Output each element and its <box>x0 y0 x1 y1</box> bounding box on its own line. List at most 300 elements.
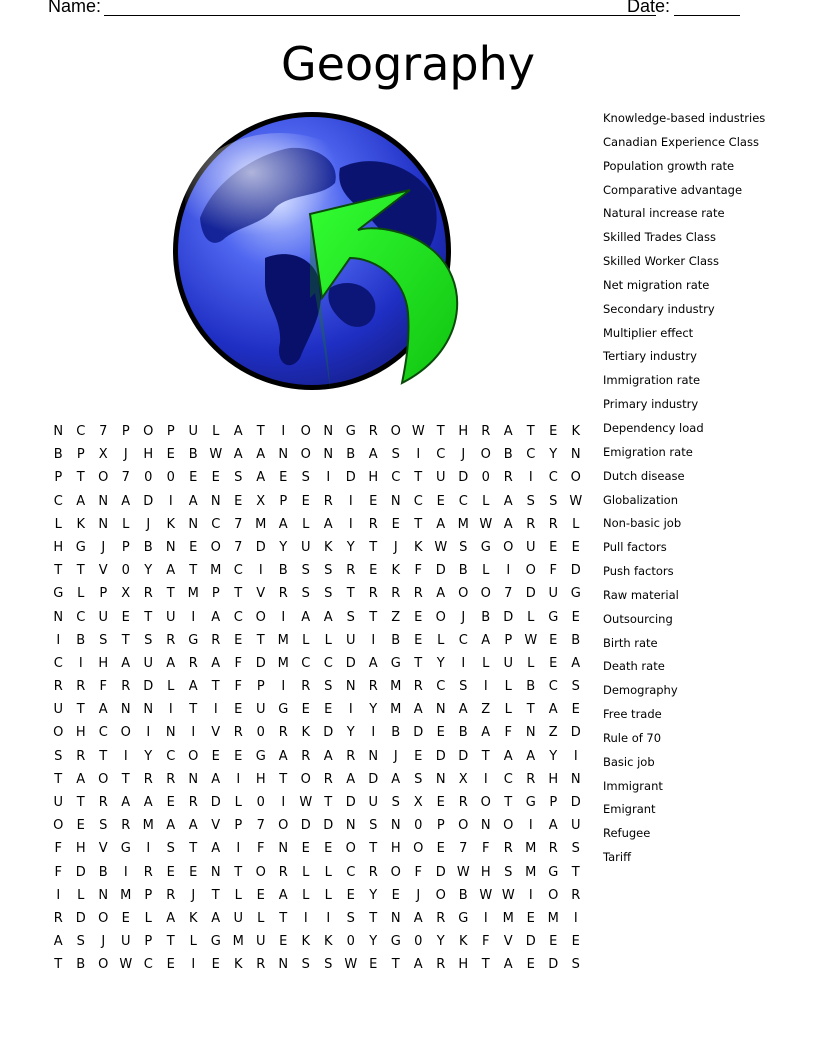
grid-letter: R <box>346 563 356 579</box>
grid-letter: N <box>165 725 176 741</box>
grid-letter: L <box>234 795 242 810</box>
grid-letter: E <box>549 539 558 555</box>
grid-letter: U <box>188 424 198 439</box>
grid-letter: T <box>369 539 378 555</box>
grid-letter: O <box>255 609 266 625</box>
grid-letter: C <box>436 447 446 463</box>
grid-row <box>47 652 587 675</box>
grid-letter: M <box>232 934 244 950</box>
grid-letter: P <box>144 934 153 950</box>
grid-letter: 0 <box>346 934 355 950</box>
grid-letter: 0 <box>414 934 423 950</box>
grid-letter: T <box>414 655 423 671</box>
grid-letter: D <box>458 748 469 764</box>
grid-letter: A <box>571 655 581 671</box>
grid-letter: H <box>480 864 491 880</box>
grid-letter: I <box>281 424 286 439</box>
grid-letter: A <box>391 771 401 787</box>
grid-letter: T <box>369 609 378 625</box>
grid-letter: T <box>76 795 85 810</box>
grid-letter: D <box>323 725 334 741</box>
grid-letter: T <box>526 702 535 718</box>
grid-letter: U <box>435 470 446 486</box>
grid-letter: E <box>234 632 243 648</box>
grid-letter: F <box>482 841 490 857</box>
word-bank-item: Emigration rate <box>603 444 693 459</box>
grid-letter: P <box>166 424 175 439</box>
grid-letter: K <box>301 934 311 950</box>
page-title: Geography <box>281 37 535 91</box>
grid-letter: 7 <box>504 586 513 602</box>
grid-letter: S <box>549 493 558 509</box>
word-bank-item: Net migration rate <box>603 277 710 292</box>
word-bank-item: Basic job <box>603 754 655 769</box>
grid-letter: A <box>278 516 288 532</box>
grid-letter: E <box>76 818 85 834</box>
grid-letter: B <box>278 563 288 579</box>
grid-letter: D <box>210 795 221 810</box>
grid-row <box>47 443 587 466</box>
grid-letter: O <box>548 887 559 903</box>
grid-letter: G <box>390 655 401 671</box>
word-bank-item: Immigrant <box>603 778 663 793</box>
grid-letter: U <box>143 655 153 671</box>
grid-letter: T <box>121 632 130 648</box>
grid-letter: N <box>98 493 109 509</box>
grid-letter: D <box>75 864 86 880</box>
grid-letter: D <box>300 818 311 834</box>
grid-letter: I <box>461 655 466 671</box>
grid-letter: C <box>391 470 401 486</box>
word-bank-item: Refugee <box>603 826 651 841</box>
grid-letter: I <box>236 841 241 857</box>
grid-letter: I <box>483 679 488 695</box>
grid-letter: A <box>413 957 423 973</box>
grid-letter: U <box>120 934 131 950</box>
grid-letter: T <box>211 887 220 903</box>
grid-letter: R <box>98 795 108 810</box>
grid-letter: E <box>549 934 558 950</box>
word-bank-item: Demography <box>603 683 678 698</box>
grid-letter: A <box>323 748 333 764</box>
grid-letter: L <box>302 516 310 532</box>
grid-letter: D <box>345 470 356 486</box>
grid-letter: O <box>435 887 446 903</box>
grid-letter: B <box>346 447 356 463</box>
grid-letter: W <box>119 957 133 973</box>
grid-letter: G <box>75 539 86 555</box>
grid-letter: P <box>99 586 108 602</box>
grid-letter: C <box>233 609 243 625</box>
grid-letter: E <box>414 748 423 764</box>
grid-letter: I <box>326 470 331 486</box>
word-bank-item: Canadian Experience Class <box>603 134 759 149</box>
grid-letter: R <box>76 679 86 695</box>
grid-letter: R <box>413 586 423 602</box>
grid-letter: M <box>525 864 537 880</box>
word-bank-item: Multiplier effect <box>603 325 694 340</box>
grid-letter: O <box>503 818 514 834</box>
grid-row <box>47 907 587 930</box>
grid-letter: U <box>548 586 558 602</box>
grid-letter: A <box>211 841 221 857</box>
grid-letter: S <box>571 957 580 973</box>
grid-letter: N <box>368 748 379 764</box>
grid-letter: D <box>570 563 581 579</box>
grid-letter: K <box>301 725 311 741</box>
grid-letter: E <box>166 447 175 463</box>
word-bank-item: Natural increase rate <box>603 206 725 221</box>
grid-row <box>47 861 587 884</box>
grid-letter: S <box>76 934 85 950</box>
grid-letter: O <box>480 795 491 810</box>
grid-row <box>47 721 587 744</box>
grid-letter: D <box>345 655 356 671</box>
grid-letter: A <box>233 447 243 463</box>
grid-letter: S <box>166 841 175 857</box>
grid-letter: S <box>99 632 108 648</box>
grid-letter: D <box>570 725 581 741</box>
grid-letter: T <box>436 424 445 439</box>
grid-letter: R <box>188 655 198 671</box>
word-bank-item: Knowledge-based industries <box>603 111 766 125</box>
grid-letter: E <box>121 910 130 926</box>
grid-letter: A <box>548 818 558 834</box>
grid-letter: E <box>414 632 423 648</box>
word-bank-item: Globalization <box>603 492 678 507</box>
grid-letter: S <box>324 957 333 973</box>
grid-letter: H <box>53 539 64 555</box>
grid-letter: C <box>76 424 86 439</box>
grid-letter: G <box>120 841 131 857</box>
grid-letter: G <box>548 864 559 880</box>
grid-letter: E <box>526 957 535 973</box>
word-bank-item: Tariff <box>603 850 632 865</box>
grid-letter: P <box>549 795 558 810</box>
grid-row <box>47 559 587 582</box>
grid-letter: T <box>99 748 108 764</box>
grid-letter: M <box>457 516 469 532</box>
grid-letter: W <box>209 447 223 463</box>
grid-letter: G <box>188 632 199 648</box>
grid-letter: P <box>76 447 85 463</box>
grid-letter: E <box>571 934 580 950</box>
grid-letter: S <box>369 818 378 834</box>
grid-letter: H <box>98 655 109 671</box>
grid-letter: N <box>143 702 154 718</box>
grid-letter: L <box>167 679 175 695</box>
grid-letter: O <box>458 818 469 834</box>
grid-letter: E <box>166 957 175 973</box>
grid-letter: S <box>301 957 310 973</box>
grid-letter: A <box>76 493 86 509</box>
grid-letter: A <box>278 748 288 764</box>
grid-letter: B <box>458 563 468 579</box>
grid-letter: R <box>436 910 446 926</box>
grid-letter: S <box>391 795 400 810</box>
grid-letter: H <box>143 447 154 463</box>
grid-letter: Y <box>436 655 445 671</box>
grid-letter: 0 <box>121 563 130 579</box>
grid-letter: O <box>435 609 446 625</box>
grid-letter: R <box>278 725 288 741</box>
grid-letter: A <box>211 771 221 787</box>
grid-letter: X <box>98 447 108 463</box>
grid-letter: H <box>368 470 379 486</box>
grid-letter: T <box>324 795 333 810</box>
grid-letter: R <box>368 516 378 532</box>
grid-letter: M <box>390 679 402 695</box>
grid-letter: D <box>435 864 446 880</box>
word-bank-item: Primary industry <box>603 397 699 412</box>
grid-letter: H <box>390 841 401 857</box>
grid-letter: P <box>436 818 445 834</box>
grid-letter: R <box>413 679 423 695</box>
grid-letter: D <box>435 748 446 764</box>
grid-letter: S <box>301 470 310 486</box>
grid-row <box>47 768 587 791</box>
grid-letter: N <box>120 702 131 718</box>
grid-letter: I <box>191 609 196 625</box>
grid-letter: T <box>234 586 243 602</box>
grid-letter: O <box>480 447 491 463</box>
grid-letter: T <box>571 864 580 880</box>
grid-letter: V <box>211 725 221 741</box>
grid-letter: C <box>166 748 176 764</box>
grid-letter: I <box>573 748 578 764</box>
grid-letter: T <box>166 586 175 602</box>
grid-letter: O <box>300 424 311 439</box>
grid-letter: T <box>391 957 400 973</box>
grid-letter: E <box>166 795 175 810</box>
grid-row <box>47 837 587 860</box>
grid-letter: T <box>211 679 220 695</box>
grid-letter: R <box>278 586 288 602</box>
grid-letter: N <box>570 447 581 463</box>
grid-letter: S <box>571 841 580 857</box>
grid-letter: G <box>210 934 221 950</box>
grid-letter: N <box>278 841 289 857</box>
grid-letter: D <box>503 609 514 625</box>
grid-letter: T <box>481 748 490 764</box>
word-bank-item: Raw material <box>603 587 679 602</box>
grid-letter: A <box>121 655 131 671</box>
grid-letter: Y <box>369 934 378 950</box>
grid-letter: W <box>411 424 425 439</box>
grid-row <box>47 814 587 837</box>
grid-letter: O <box>53 725 64 741</box>
grid-letter: U <box>570 818 581 834</box>
grid-letter: K <box>413 539 423 555</box>
grid-letter: E <box>324 702 333 718</box>
grid-letter: Y <box>346 725 355 741</box>
grid-letter: P <box>256 679 265 695</box>
grid-letter: C <box>98 725 108 741</box>
grid-letter: H <box>458 957 469 973</box>
grid-letter: L <box>324 887 332 903</box>
grid-letter: U <box>300 539 311 555</box>
grid-letter: L <box>482 493 490 509</box>
grid-letter: A <box>188 679 198 695</box>
grid-letter: C <box>323 655 333 671</box>
grid-letter: M <box>390 702 402 718</box>
grid-letter: O <box>458 586 469 602</box>
word-bank-item: Comparative advantage <box>603 182 743 197</box>
grid-letter: A <box>458 702 468 718</box>
grid-letter: 7 <box>99 424 108 439</box>
grid-letter: P <box>54 470 63 486</box>
grid-letter: K <box>166 516 176 532</box>
grid-letter: N <box>210 493 221 509</box>
grid-letter: O <box>570 470 581 486</box>
grid-letter: E <box>189 539 198 555</box>
grid-letter: 7 <box>256 818 265 834</box>
grid-letter: T <box>76 470 85 486</box>
grid-letter: D <box>525 586 536 602</box>
grid-letter: E <box>369 957 378 973</box>
grid-letter: R <box>166 632 176 648</box>
grid-letter: T <box>504 795 513 810</box>
grid-letter: T <box>166 934 175 950</box>
grid-letter: L <box>482 655 490 671</box>
grid-letter: I <box>303 910 308 926</box>
grid-letter: R <box>256 957 266 973</box>
grid-letter: S <box>459 679 468 695</box>
grid-letter: Z <box>481 702 491 718</box>
grid-letter: R <box>143 586 153 602</box>
grid-letter: F <box>504 725 512 741</box>
grid-letter: M <box>547 910 559 926</box>
grid-letter: C <box>436 679 446 695</box>
grid-letter: T <box>76 563 85 579</box>
grid-letter: D <box>143 679 154 695</box>
grid-letter: E <box>189 470 198 486</box>
grid-letter: T <box>414 516 423 532</box>
grid-letter: E <box>301 702 310 718</box>
grid-letter: U <box>53 795 63 810</box>
grid-letter: E <box>369 493 378 509</box>
grid-letter: S <box>346 609 355 625</box>
grid-letter: E <box>279 470 288 486</box>
grid-letter: L <box>572 516 580 532</box>
grid-letter: O <box>480 586 491 602</box>
word-bank <box>603 108 803 871</box>
grid-row <box>47 606 587 629</box>
grid-letter: A <box>166 910 176 926</box>
grid-letter: C <box>526 447 536 463</box>
grid-letter: S <box>391 447 400 463</box>
grid-letter: N <box>188 771 199 787</box>
grid-letter: O <box>390 424 401 439</box>
grid-letter: P <box>121 424 130 439</box>
grid-letter: J <box>461 447 466 463</box>
grid-letter: J <box>101 934 106 950</box>
grid-letter: C <box>503 771 513 787</box>
grid-letter: N <box>390 818 401 834</box>
grid-letter: T <box>526 424 535 439</box>
grid-letter: K <box>233 957 243 973</box>
grid-letter: H <box>75 725 86 741</box>
grid-letter: G <box>278 702 289 718</box>
grid-row <box>47 420 587 443</box>
grid-letter: 7 <box>234 516 243 532</box>
grid-letter: R <box>526 771 536 787</box>
grid-letter: I <box>416 447 421 463</box>
grid-letter: K <box>391 563 401 579</box>
grid-letter: T <box>369 910 378 926</box>
grid-letter: V <box>256 586 266 602</box>
grid-letter: N <box>435 771 446 787</box>
grid-letter: L <box>504 679 512 695</box>
grid-letter: 0 <box>166 470 175 486</box>
grid-letter: D <box>413 725 424 741</box>
grid-row <box>47 582 587 605</box>
grid-letter: A <box>211 609 221 625</box>
grid-letter: R <box>323 771 333 787</box>
grid-letter: A <box>166 818 176 834</box>
grid-letter: S <box>346 910 355 926</box>
grid-letter: P <box>504 632 513 648</box>
grid-letter: U <box>345 632 356 648</box>
grid-letter: H <box>75 841 86 857</box>
grid-row <box>47 953 587 976</box>
grid-letter: C <box>53 655 63 671</box>
grid-letter: L <box>324 864 332 880</box>
grid-letter: I <box>123 864 128 880</box>
word-bank-item: Dutch disease <box>603 468 685 483</box>
grid-letter: A <box>188 493 198 509</box>
grid-letter: T <box>481 957 490 973</box>
word-bank-item: Death rate <box>603 659 665 674</box>
grid-letter: K <box>323 539 333 555</box>
grid-letter: S <box>301 563 310 579</box>
grid-letter: E <box>391 887 400 903</box>
grid-letter: I <box>348 493 353 509</box>
grid-letter: C <box>346 864 356 880</box>
grid-letter: W <box>299 795 313 810</box>
grid-letter: D <box>255 539 266 555</box>
grid-letter: A <box>121 795 131 810</box>
grid-letter: F <box>99 679 107 695</box>
grid-letter: W <box>344 957 358 973</box>
grid-letter: A <box>166 563 176 579</box>
grid-letter: S <box>99 818 108 834</box>
grid-letter: J <box>191 887 196 903</box>
grid-letter: E <box>436 493 445 509</box>
grid-letter: C <box>211 516 221 532</box>
grid-letter: M <box>142 818 154 834</box>
grid-letter: S <box>54 748 63 764</box>
grid-letter: O <box>98 470 109 486</box>
grid-letter: C <box>301 655 311 671</box>
grid-letter: I <box>123 748 128 764</box>
grid-letter: T <box>279 771 288 787</box>
grid-letter: Y <box>549 447 558 463</box>
grid-letter: Y <box>369 702 378 718</box>
grid-letter: I <box>168 702 173 718</box>
grid-letter: C <box>413 493 423 509</box>
grid-letter: T <box>256 424 265 439</box>
grid-letter: E <box>301 841 310 857</box>
grid-letter: N <box>345 818 356 834</box>
grid-letter: N <box>53 424 64 439</box>
grid-letter: E <box>436 725 445 741</box>
grid-letter: Y <box>549 748 558 764</box>
grid-letter: O <box>300 447 311 463</box>
grid-letter: N <box>570 771 581 787</box>
grid-letter: R <box>481 424 491 439</box>
grid-letter: L <box>257 910 265 926</box>
